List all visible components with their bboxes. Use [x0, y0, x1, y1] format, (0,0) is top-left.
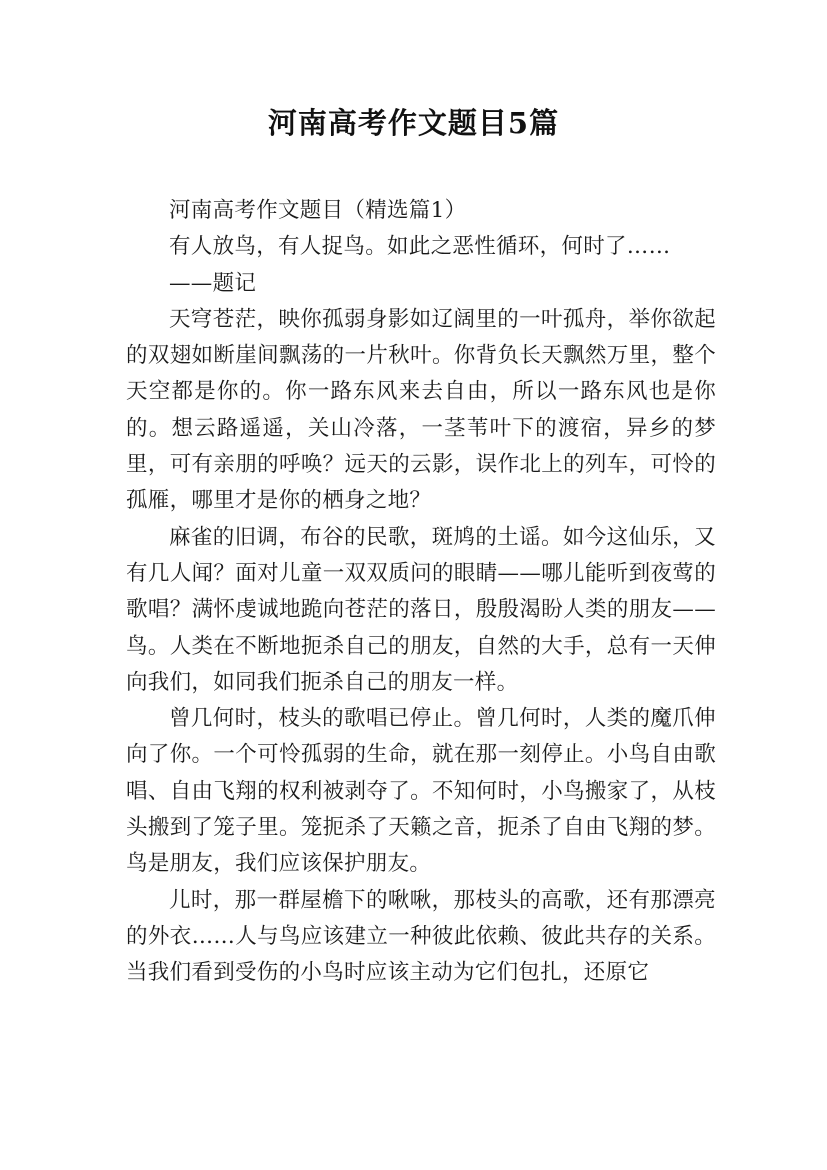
section-heading: 河南高考作文题目（精选篇1） [169, 198, 467, 223]
document-body [126, 193, 716, 992]
body-paragraph: 麻雀的旧调，布谷的民歌，斑鸠的土谣。如今这仙乐，又有几人闻？面对儿童一双双质问的眼睛——哪儿能听到夜莺的歌唱？满怀虔诚地跪向苍茫的落日，殷殷渴盼人类的朋友——鸟。人类在不断地扼杀自己的朋友，自然的大手，总有一天伸向我们，如同我们扼杀自己的朋友一样。 [126, 524, 716, 695]
epigraph-line: 有人放鸟，有人捉鸟。如此之恶性循环，何时了…… [169, 234, 671, 260]
body-paragraph: 曾几何时，枝头的歌唱已停止。曾几何时，人类的魔爪伸向了你。一个可怜孤弱的生命，就在那一刻停止。小鸟自由歌唱、自由飞翔的权利被剥夺了。不知何时，小鸟搬家了，从枝头搬到了笼子里。笼扼杀了天籁之音，扼杀了自由飞翔的梦。鸟是朋友，我们应该保护朋友。 [126, 706, 716, 877]
body-paragraph: 儿时，那一群屋檐下的啾啾，那枝头的高歌，还有那漂亮的外衣……人与鸟应该建立一种彼此依赖、彼此共存的关系。当我们看到受伤的小鸟时应该主动为它们包扎，还原它 [126, 887, 716, 986]
document-title: 河南高考作文题目5篇 [267, 106, 560, 140]
epigraph-attribution: ——题记 [169, 270, 257, 296]
body-paragraph: 天穹苍茫，映你孤弱身影如辽阔里的一叶孤舟，举你欲起的双翅如断崖间飘荡的一片秋叶。你背负长天飘然万里，整个天空都是你的。你一路东风来去自由，所以一路东风也是你的。想云路遥遥，关山冷落，一茎苇叶下的渡宿，异乡的梦里，可有亲朋的呼唤？远天的云影，误作北上的列车，可怜的孤雁，哪里才是你的栖身之地？ [126, 306, 716, 514]
